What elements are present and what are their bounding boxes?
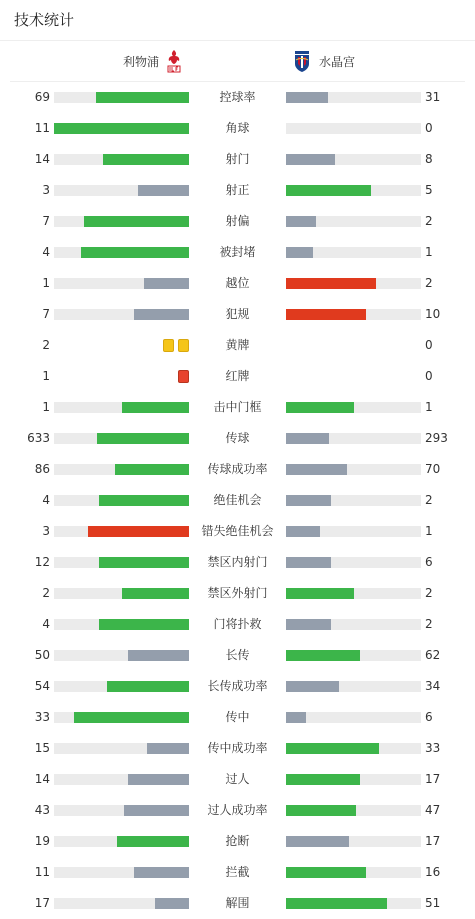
away-stat-bar-fill bbox=[286, 836, 349, 847]
stat-row bbox=[0, 361, 475, 392]
teams-header bbox=[10, 41, 465, 82]
stat-row bbox=[0, 113, 475, 144]
stat-row bbox=[0, 640, 475, 671]
stat-row bbox=[0, 578, 475, 609]
home-stat-value: 2 bbox=[42, 586, 50, 600]
stat-label: 射正 bbox=[225, 183, 250, 197]
away-stat-bar-fill bbox=[286, 805, 356, 816]
away-stat-value: 17 bbox=[425, 834, 441, 848]
home-stat-value: 7 bbox=[42, 307, 50, 321]
stat-label: 拦截 bbox=[225, 865, 250, 879]
stat-row bbox=[0, 547, 475, 578]
stat-label: 解围 bbox=[225, 896, 250, 910]
home-stat-value: 12 bbox=[34, 555, 50, 569]
home-stat-bar-fill bbox=[74, 712, 189, 723]
away-stat-bar-fill bbox=[286, 681, 339, 692]
away-stat-value: 2 bbox=[425, 586, 433, 600]
home-stat-bar-fill bbox=[155, 898, 189, 909]
home-stat-bar bbox=[54, 650, 189, 661]
away-stat-bar-fill bbox=[286, 774, 360, 785]
stat-row bbox=[0, 671, 475, 702]
away-stat-value: 17 bbox=[425, 772, 441, 786]
home-stat-value: 4 bbox=[42, 245, 50, 259]
home-stat-bar bbox=[54, 185, 189, 196]
away-stat-bar-fill bbox=[286, 185, 371, 196]
away-stat-value: 70 bbox=[425, 462, 441, 476]
home-stat-bar-fill bbox=[99, 619, 189, 630]
stat-row bbox=[0, 702, 475, 733]
home-stat-value: 69 bbox=[34, 90, 50, 104]
home-stat-bar bbox=[54, 619, 189, 630]
away-stat-bar bbox=[286, 836, 421, 847]
away-stat-bar bbox=[286, 588, 421, 599]
home-stat-value: 4 bbox=[42, 493, 50, 507]
home-stat-bar-fill bbox=[96, 92, 189, 103]
stat-label: 黄牌 bbox=[225, 338, 250, 352]
liverpool-crest-icon bbox=[165, 48, 183, 74]
away-stat-value: 6 bbox=[425, 555, 433, 569]
home-stat-bar bbox=[54, 836, 189, 847]
home-stat-value: 2 bbox=[42, 338, 50, 352]
home-stat-bar-fill bbox=[147, 743, 189, 754]
home-stat-value: 86 bbox=[34, 462, 50, 476]
home-stat-bar bbox=[54, 495, 189, 506]
stat-row bbox=[0, 206, 475, 237]
home-stat-bar bbox=[54, 216, 189, 227]
away-team bbox=[291, 41, 355, 81]
away-stat-value: 2 bbox=[425, 214, 433, 228]
away-stat-value: 2 bbox=[425, 617, 433, 631]
yellow-card-icon bbox=[163, 339, 174, 352]
away-stat-bar-fill bbox=[286, 526, 320, 537]
away-stat-value: 62 bbox=[425, 648, 441, 662]
home-stat-value: 4 bbox=[42, 617, 50, 631]
stat-row bbox=[0, 175, 475, 206]
stat-label: 射门 bbox=[225, 152, 250, 166]
stat-row bbox=[0, 237, 475, 268]
home-stat-value: 11 bbox=[34, 865, 50, 879]
away-team-name: 水晶宫 bbox=[319, 54, 356, 69]
home-stat-value: 14 bbox=[34, 772, 50, 786]
away-stat-bar bbox=[286, 185, 421, 196]
away-stat-bar-fill bbox=[286, 588, 354, 599]
home-stat-bar bbox=[54, 278, 189, 289]
stat-label: 射偏 bbox=[225, 214, 250, 228]
away-stat-value: 0 bbox=[425, 369, 433, 383]
away-stat-bar bbox=[286, 743, 421, 754]
home-stat-bar bbox=[54, 123, 189, 134]
home-stat-bar-fill bbox=[117, 836, 189, 847]
home-stat-bar bbox=[54, 526, 189, 537]
home-stat-value: 11 bbox=[34, 121, 50, 135]
away-stat-bar-fill bbox=[286, 650, 360, 661]
away-stat-value: 8 bbox=[425, 152, 433, 166]
away-stat-value: 47 bbox=[425, 803, 441, 817]
stat-row bbox=[0, 299, 475, 330]
home-team bbox=[123, 41, 183, 81]
away-stat-value: 10 bbox=[425, 307, 441, 321]
away-stat-bar-fill bbox=[286, 712, 306, 723]
home-stat-bar bbox=[54, 402, 189, 413]
away-stat-bar-fill bbox=[286, 278, 376, 289]
home-stat-value: 33 bbox=[34, 710, 50, 724]
home-stat-bar-fill bbox=[122, 402, 190, 413]
stat-label: 犯规 bbox=[225, 307, 250, 321]
stat-row bbox=[0, 888, 475, 919]
stat-row bbox=[0, 392, 475, 423]
stat-row bbox=[0, 268, 475, 299]
away-stat-bar bbox=[286, 402, 421, 413]
stat-label: 传中成功率 bbox=[207, 741, 268, 755]
stat-row bbox=[0, 144, 475, 175]
away-stat-bar-fill bbox=[286, 464, 347, 475]
home-stat-bar bbox=[54, 588, 189, 599]
away-stat-value: 2 bbox=[425, 276, 433, 290]
away-stat-value: 31 bbox=[425, 90, 441, 104]
home-stat-bar-fill bbox=[128, 650, 189, 661]
stat-row bbox=[0, 733, 475, 764]
home-stat-bar-fill bbox=[124, 805, 189, 816]
away-stat-bar bbox=[286, 433, 421, 444]
stat-label: 禁区内射门 bbox=[207, 555, 268, 569]
stat-label: 传中 bbox=[225, 710, 250, 724]
home-stat-bar bbox=[54, 805, 189, 816]
stat-label: 角球 bbox=[225, 121, 250, 135]
home-stat-bar-fill bbox=[84, 216, 189, 227]
home-stat-bar-fill bbox=[134, 309, 189, 320]
home-stat-bar bbox=[54, 433, 189, 444]
away-stat-value: 51 bbox=[425, 896, 441, 910]
home-stat-value: 1 bbox=[42, 369, 50, 383]
away-stat-bar bbox=[286, 619, 421, 630]
home-stat-value: 15 bbox=[34, 741, 50, 755]
away-stat-value: 16 bbox=[425, 865, 441, 879]
home-cards bbox=[163, 339, 189, 352]
home-stat-value: 7 bbox=[42, 214, 50, 228]
away-stat-bar bbox=[286, 557, 421, 568]
away-stat-bar-fill bbox=[286, 495, 331, 506]
away-stat-bar bbox=[286, 495, 421, 506]
stats-list bbox=[0, 82, 475, 919]
stat-row bbox=[0, 795, 475, 826]
yellow-card-icon bbox=[178, 339, 189, 352]
stat-label: 抢断 bbox=[225, 834, 250, 848]
home-stat-value: 19 bbox=[34, 834, 50, 848]
home-stat-value: 14 bbox=[34, 152, 50, 166]
away-stat-bar-fill bbox=[286, 92, 328, 103]
away-stat-value: 2 bbox=[425, 493, 433, 507]
away-stat-bar-fill bbox=[286, 743, 379, 754]
home-stat-bar bbox=[54, 867, 189, 878]
away-stat-bar bbox=[286, 247, 421, 258]
away-stat-bar-fill bbox=[286, 216, 316, 227]
away-stat-bar-fill bbox=[286, 154, 335, 165]
home-stat-value: 50 bbox=[34, 648, 50, 662]
home-stat-bar bbox=[54, 92, 189, 103]
home-stat-bar bbox=[54, 898, 189, 909]
away-stat-value: 0 bbox=[425, 338, 433, 352]
stat-row bbox=[0, 516, 475, 547]
stat-row bbox=[0, 764, 475, 795]
stat-label: 控球率 bbox=[219, 90, 256, 104]
stat-label: 错失绝佳机会 bbox=[201, 524, 274, 538]
away-stat-bar-fill bbox=[286, 433, 329, 444]
stat-row bbox=[0, 826, 475, 857]
away-stat-bar bbox=[286, 774, 421, 785]
home-stat-value: 1 bbox=[42, 276, 50, 290]
stat-label: 传球成功率 bbox=[207, 462, 268, 476]
away-stat-bar-fill bbox=[286, 867, 366, 878]
away-stat-bar bbox=[286, 278, 421, 289]
stat-label: 长传 bbox=[225, 648, 250, 662]
stat-label: 过人成功率 bbox=[207, 803, 268, 817]
home-stat-bar-fill bbox=[122, 588, 190, 599]
home-stat-bar bbox=[54, 154, 189, 165]
home-stat-value: 3 bbox=[42, 183, 50, 197]
away-stat-bar-fill bbox=[286, 557, 331, 568]
stat-label: 门将扑救 bbox=[213, 617, 262, 631]
away-stat-value: 1 bbox=[425, 400, 433, 414]
home-stat-bar-fill bbox=[107, 681, 189, 692]
stat-row bbox=[0, 423, 475, 454]
home-stat-bar-fill bbox=[99, 557, 189, 568]
away-stat-bar bbox=[286, 154, 421, 165]
stat-row bbox=[0, 857, 475, 888]
home-stat-value: 54 bbox=[34, 679, 50, 693]
stat-label: 传球 bbox=[225, 431, 250, 445]
away-stat-bar-fill bbox=[286, 619, 331, 630]
home-stat-bar bbox=[54, 774, 189, 785]
away-stat-bar bbox=[286, 712, 421, 723]
away-stat-value: 293 bbox=[425, 431, 448, 445]
home-stat-value: 633 bbox=[27, 431, 50, 445]
home-stat-bar bbox=[54, 309, 189, 320]
home-stat-bar-fill bbox=[103, 154, 189, 165]
stat-label: 越位 bbox=[225, 276, 250, 290]
away-stat-value: 1 bbox=[425, 245, 433, 259]
away-stat-value: 34 bbox=[425, 679, 441, 693]
away-stat-value: 1 bbox=[425, 524, 433, 538]
away-stat-value: 5 bbox=[425, 183, 433, 197]
home-stat-bar bbox=[54, 712, 189, 723]
away-stat-bar bbox=[286, 526, 421, 537]
home-stat-value: 17 bbox=[34, 896, 50, 910]
home-cards bbox=[178, 370, 189, 383]
stat-label: 禁区外射门 bbox=[207, 586, 268, 600]
home-stat-bar-fill bbox=[54, 123, 189, 134]
home-stat-value: 1 bbox=[42, 400, 50, 414]
away-stat-bar bbox=[286, 309, 421, 320]
stat-label: 击中门框 bbox=[213, 400, 262, 414]
stat-row bbox=[0, 330, 475, 361]
away-stat-value: 33 bbox=[425, 741, 441, 755]
stat-row bbox=[0, 454, 475, 485]
home-stat-bar-fill bbox=[88, 526, 189, 537]
stat-label: 过人 bbox=[225, 772, 250, 786]
away-stat-bar bbox=[286, 464, 421, 475]
home-stat-bar-fill bbox=[138, 185, 189, 196]
away-stat-bar bbox=[286, 92, 421, 103]
home-stat-bar-fill bbox=[144, 278, 189, 289]
away-stat-bar bbox=[286, 898, 421, 909]
home-stat-bar-fill bbox=[128, 774, 189, 785]
home-stat-bar bbox=[54, 681, 189, 692]
home-stat-bar bbox=[54, 247, 189, 258]
page-title: 技术统计 bbox=[0, 0, 475, 41]
away-stat-bar bbox=[286, 805, 421, 816]
away-stat-bar bbox=[286, 123, 421, 134]
stat-label: 被封堵 bbox=[219, 245, 256, 259]
home-stat-bar bbox=[54, 743, 189, 754]
away-stat-bar-fill bbox=[286, 898, 387, 909]
home-stat-value: 3 bbox=[42, 524, 50, 538]
stat-row bbox=[0, 485, 475, 516]
home-stat-bar-fill bbox=[99, 495, 189, 506]
crystal-palace-crest-icon bbox=[291, 48, 313, 74]
stat-row bbox=[0, 609, 475, 640]
away-stat-bar bbox=[286, 216, 421, 227]
away-stat-bar bbox=[286, 867, 421, 878]
home-stat-bar bbox=[54, 464, 189, 475]
away-stat-value: 0 bbox=[425, 121, 433, 135]
home-stat-bar bbox=[54, 557, 189, 568]
away-stat-bar-fill bbox=[286, 309, 366, 320]
stat-label: 绝佳机会 bbox=[213, 493, 262, 507]
away-stat-bar-fill bbox=[286, 247, 313, 258]
home-stat-bar-fill bbox=[97, 433, 189, 444]
away-stat-bar bbox=[286, 650, 421, 661]
home-team-name: 利物浦 bbox=[122, 54, 159, 69]
stat-row bbox=[0, 82, 475, 113]
home-stat-bar-fill bbox=[134, 867, 189, 878]
away-stat-value: 6 bbox=[425, 710, 433, 724]
away-stat-bar bbox=[286, 681, 421, 692]
red-card-icon bbox=[178, 370, 189, 383]
away-stat-bar-fill bbox=[286, 402, 354, 413]
home-stat-value: 43 bbox=[34, 803, 50, 817]
home-stat-bar-fill bbox=[81, 247, 189, 258]
stat-label: 红牌 bbox=[225, 369, 250, 383]
stat-label: 长传成功率 bbox=[207, 679, 268, 693]
home-stat-bar-fill bbox=[115, 464, 189, 475]
